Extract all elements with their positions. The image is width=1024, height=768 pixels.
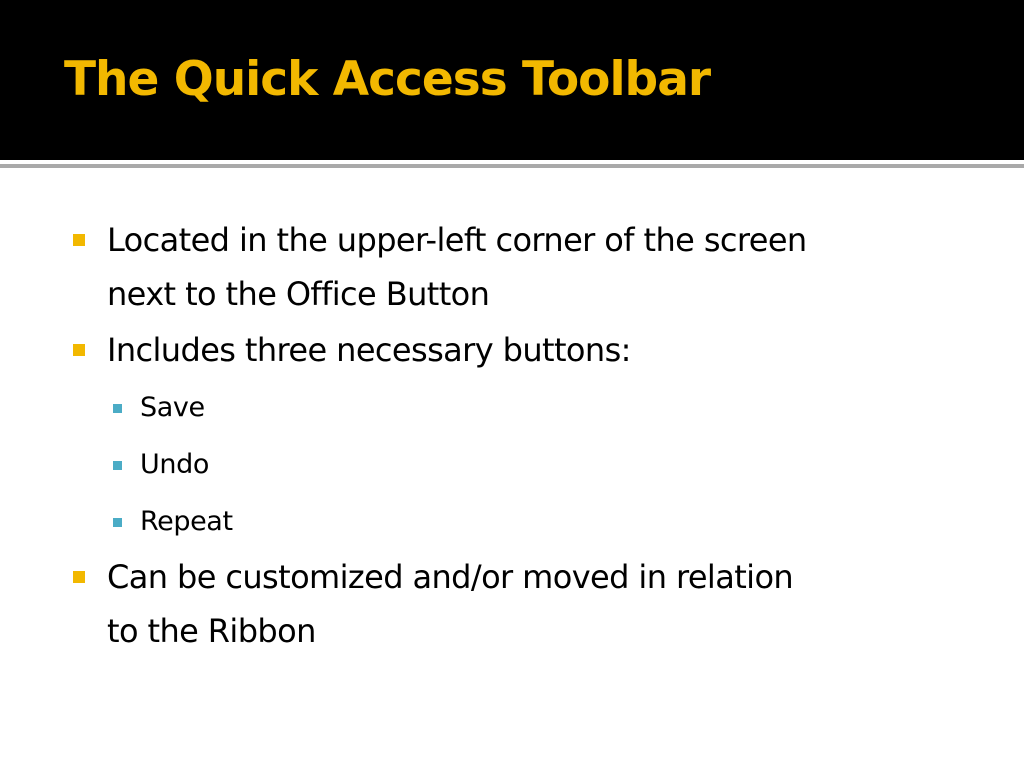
sub-bullet-save [70, 379, 970, 436]
bullet-text-line: Can be customized and/or moved in relation [107, 558, 794, 596]
title-bar [0, 0, 1024, 160]
bullet-item-customize [70, 550, 970, 658]
slide-title: The Quick Access Toolbar [64, 52, 711, 107]
sub-bullet-undo [70, 436, 970, 493]
sub-bullet-list [70, 379, 970, 550]
bullet-item-includes [70, 323, 970, 377]
sub-bullet-text: Save [140, 392, 205, 423]
sub-bullet-text: Undo [140, 449, 209, 480]
small-square-bullet-icon [113, 461, 122, 470]
square-bullet-icon [73, 344, 85, 356]
square-bullet-icon [73, 234, 85, 246]
bullet-text-line: to the Ribbon [107, 612, 316, 650]
bullet-text-line: Includes three necessary buttons: [107, 331, 631, 369]
sub-bullet-text: Repeat [140, 506, 233, 537]
sub-bullet-repeat [70, 493, 970, 550]
small-square-bullet-icon [113, 518, 122, 527]
bullet-text-line: Located in the upper-left corner of the screen [107, 221, 807, 259]
square-bullet-icon [73, 571, 85, 583]
title-divider [0, 164, 1024, 168]
bullet-item-location [70, 213, 970, 321]
bullet-list [70, 213, 970, 660]
bullet-text-line: next to the Office Button [107, 275, 490, 313]
small-square-bullet-icon [113, 404, 122, 413]
